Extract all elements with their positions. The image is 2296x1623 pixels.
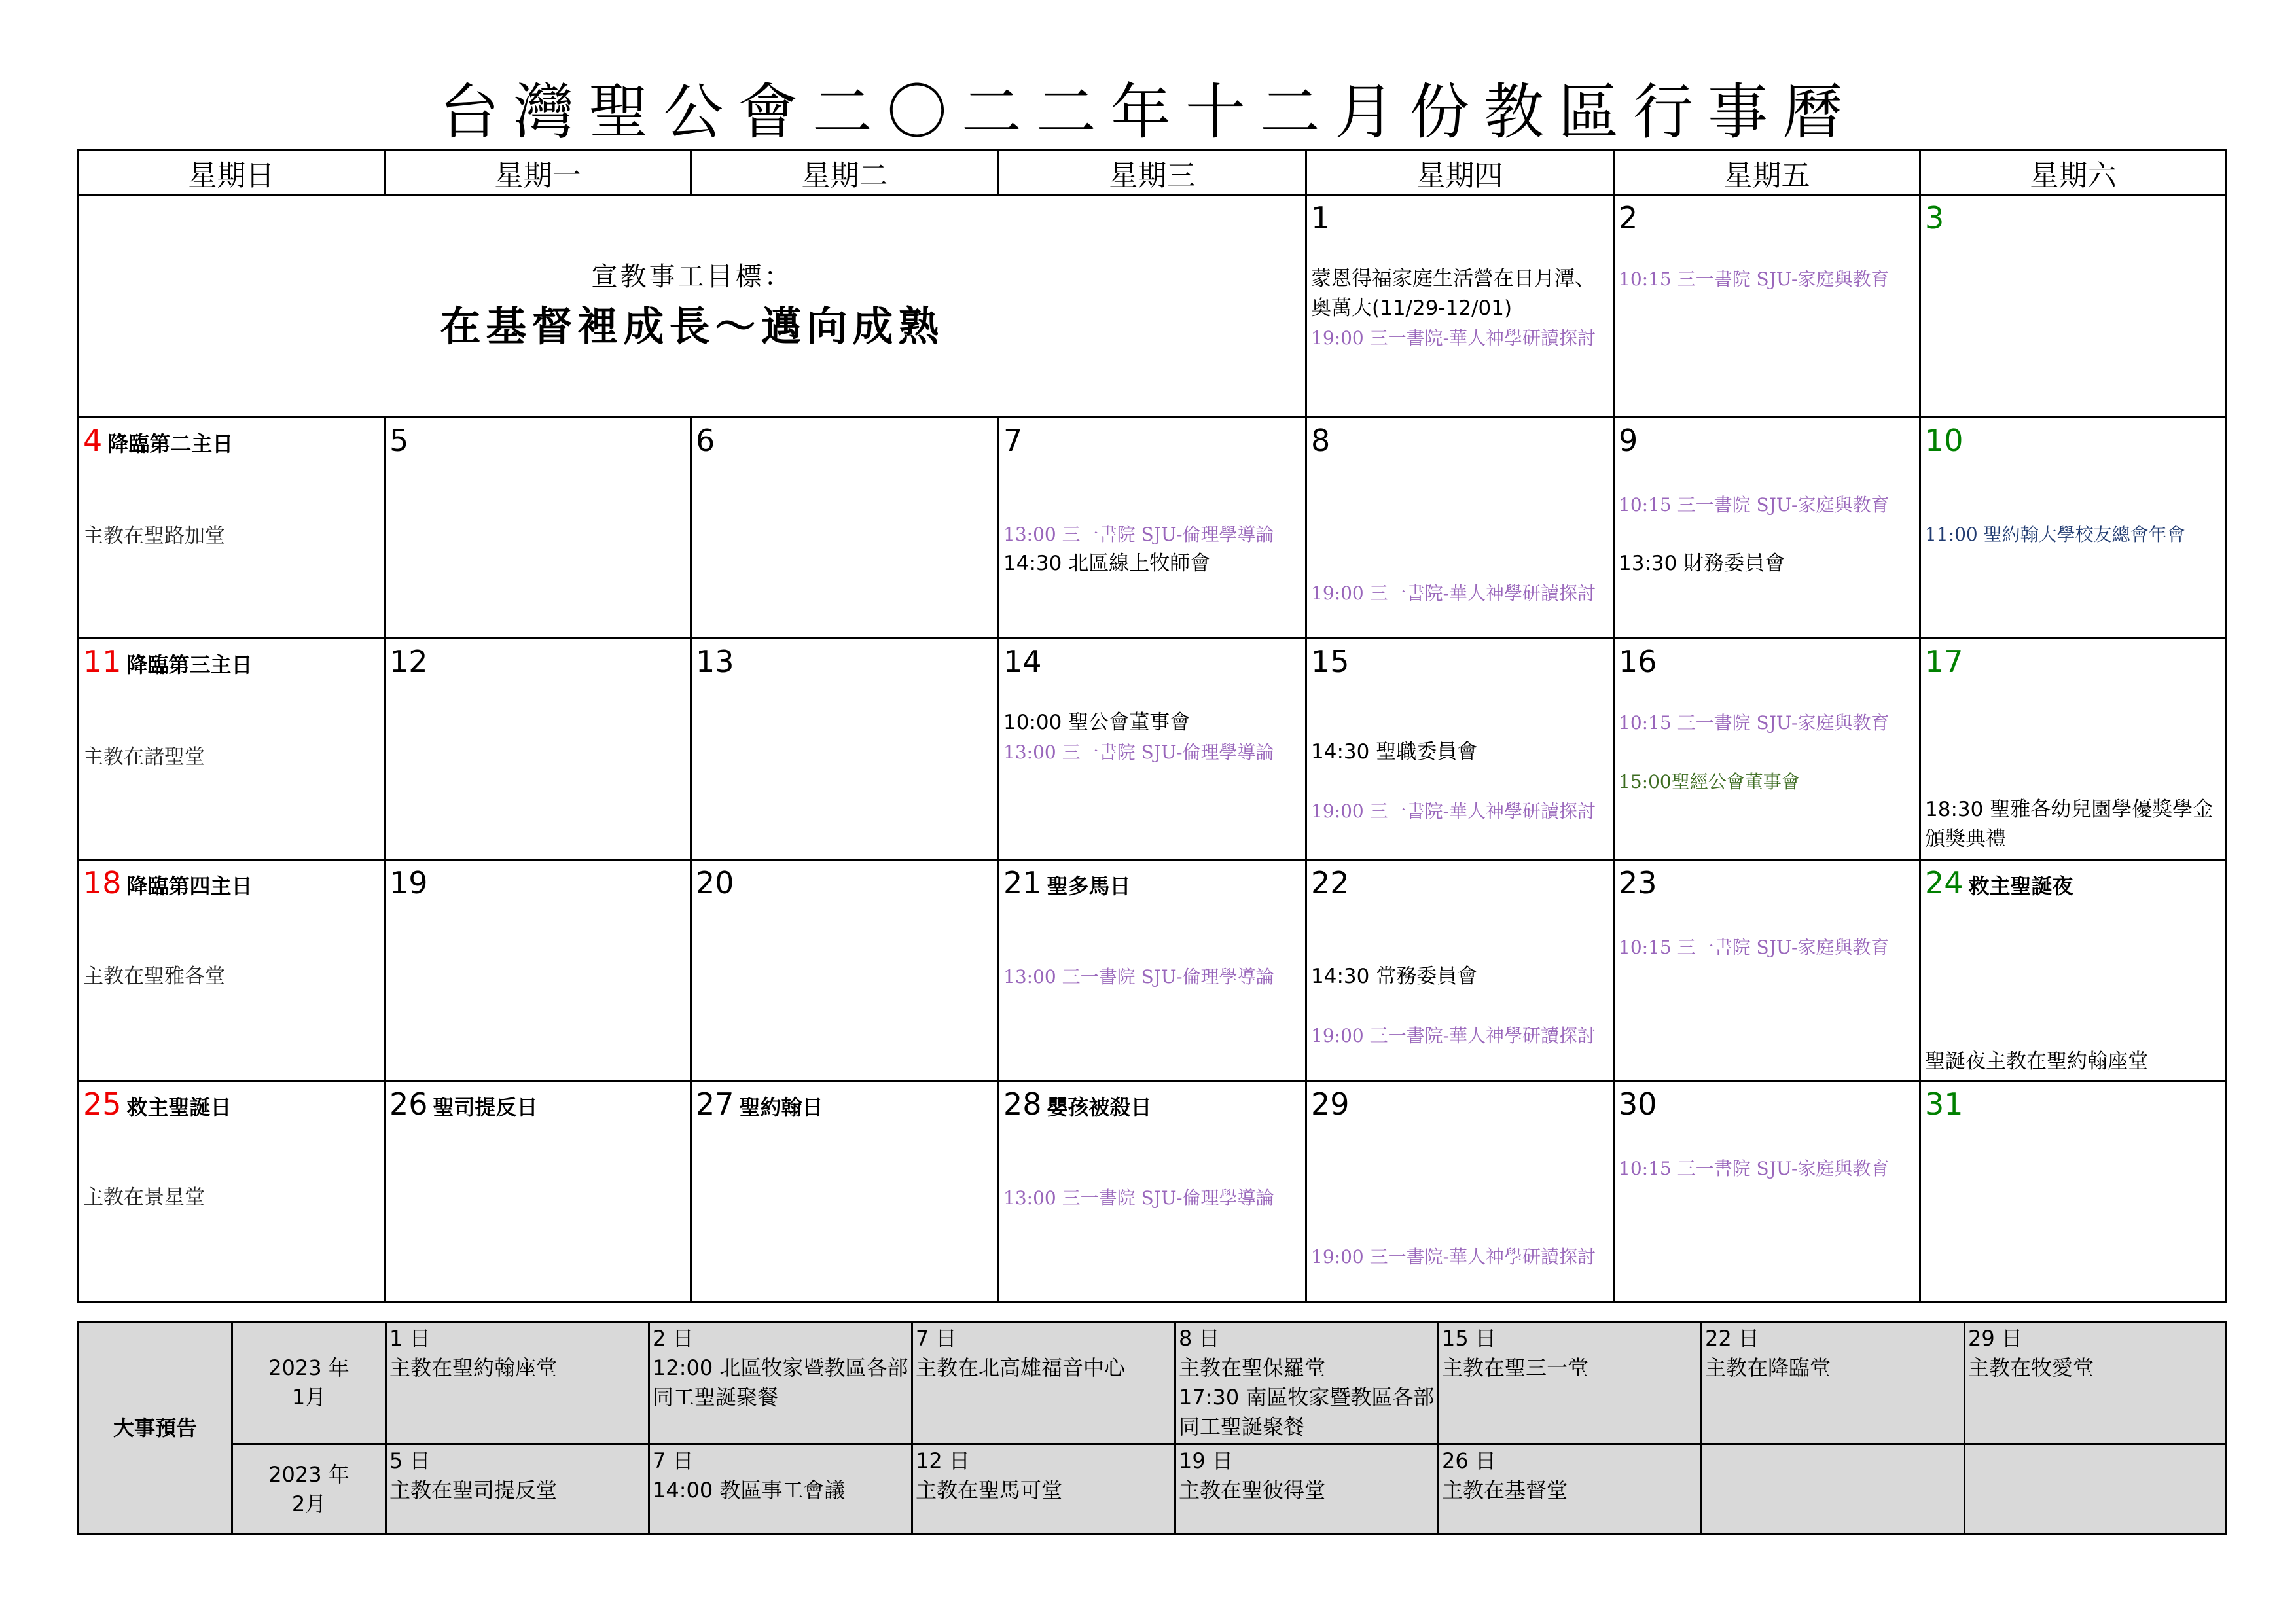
day-cell-18[interactable] xyxy=(79,860,385,1081)
day-number: 4 xyxy=(83,423,103,458)
day-number: 11 xyxy=(83,644,122,679)
preview-item: 12 日 主教在聖馬可堂 xyxy=(912,1444,1175,1535)
day-cell-21[interactable] xyxy=(999,860,1306,1081)
mission-goal-label: 宣教事工目標： xyxy=(591,262,793,292)
event: 11:00 聖約翰大學校友總會年會 xyxy=(1925,524,2185,545)
day-number: 17 xyxy=(1925,644,1964,679)
event: 13:00 三一書院 SJU-倫理學導論 xyxy=(1003,524,1274,545)
day-number: 18 xyxy=(83,865,122,901)
day-number: 14 xyxy=(1003,644,1042,679)
day-cell-9[interactable] xyxy=(1614,418,1920,639)
day-cell-30[interactable] xyxy=(1614,1081,1920,1302)
event: 19:00 三一書院-華人神學研讀探討 xyxy=(1311,1246,1596,1268)
day-number: 5 xyxy=(389,423,409,458)
event: 19:00 三一書院-華人神學研讀探討 xyxy=(1311,582,1596,604)
holiday-label: 聖約翰日 xyxy=(739,1095,823,1120)
preview-month-jan xyxy=(232,1322,386,1444)
day-number: 8 xyxy=(1311,423,1331,458)
preview-item: 7 日 主教在北高雄福音中心 xyxy=(912,1322,1175,1444)
day-cell-19[interactable] xyxy=(385,860,691,1081)
weekday-friday: 星期五 xyxy=(1614,151,1920,195)
week-row-5 xyxy=(79,1081,2227,1302)
day-number: 12 xyxy=(389,644,428,679)
day-cell-27[interactable] xyxy=(691,1081,999,1302)
day-number: 31 xyxy=(1925,1086,1964,1122)
holiday-label: 降臨第二主日 xyxy=(107,431,234,456)
weekday-wednesday: 星期三 xyxy=(999,151,1306,195)
day-cell-24[interactable] xyxy=(1920,860,2227,1081)
day-number: 29 xyxy=(1311,1086,1350,1122)
event: 14:30 聖職委員會 xyxy=(1311,740,1478,764)
page-title: 台灣聖公會二〇二二年十二月份教區行事曆 xyxy=(439,77,1857,147)
day-number: 15 xyxy=(1311,644,1350,679)
week-row-1 xyxy=(79,195,2227,418)
event: 聖誕夜主教在聖約翰座堂 xyxy=(1925,1050,2148,1073)
preview-item: 8 日 主教在聖保羅堂 17:30 南區牧家暨教區各部同工聖誕聚餐 xyxy=(1175,1322,1439,1444)
holiday-label: 救主聖誕日 xyxy=(126,1095,232,1120)
event: 蒙恩得福家庭生活營在日月潭、奧萬大(11/29-12/01) xyxy=(1311,267,1595,320)
day-number: 23 xyxy=(1619,865,1657,901)
day-number: 6 xyxy=(696,423,715,458)
preview-item: 26 日 主教在基督堂 xyxy=(1439,1444,1702,1535)
day-cell-10[interactable] xyxy=(1920,418,2227,639)
day-number: 27 xyxy=(696,1086,734,1122)
preview-item: 7 日 14:00 教區事工會議 xyxy=(649,1444,912,1535)
preview-item: 15 日 主教在聖三一堂 xyxy=(1439,1322,1702,1444)
holiday-label: 聖多馬日 xyxy=(1047,874,1131,899)
event: 10:15 三一書院 SJU-家庭與教育 xyxy=(1619,1158,1890,1179)
day-number: 2 xyxy=(1619,200,1638,236)
calendar-grid xyxy=(77,149,2227,1303)
day-cell-4[interactable] xyxy=(79,418,385,639)
event: 主教在聖雅各堂 xyxy=(83,965,225,988)
holiday-label: 救主聖誕夜 xyxy=(1968,874,2073,899)
preview-item: 19 日 主教在聖彼得堂 xyxy=(1175,1444,1439,1535)
preview-item-empty xyxy=(1965,1444,2227,1535)
day-number: 26 xyxy=(389,1086,428,1122)
event: 10:15 三一書院 SJU-家庭與教育 xyxy=(1619,268,1890,290)
weekday-header-row xyxy=(79,151,2227,195)
day-cell-12[interactable] xyxy=(385,639,691,860)
day-number: 22 xyxy=(1311,865,1350,901)
preview-month: 2月 xyxy=(291,1491,327,1516)
weekday-saturday: 星期六 xyxy=(1920,151,2227,195)
day-number: 1 xyxy=(1311,200,1331,236)
event: 14:30 北區線上牧師會 xyxy=(1003,552,1211,575)
event: 13:00 三一書院 SJU-倫理學導論 xyxy=(1003,1187,1274,1209)
event: 19:00 三一書院-華人神學研讀探討 xyxy=(1311,1025,1596,1046)
day-number: 16 xyxy=(1619,644,1657,679)
day-cell-5[interactable] xyxy=(385,418,691,639)
event: 14:30 常務委員會 xyxy=(1311,965,1478,988)
upcoming-events-table xyxy=(77,1321,2227,1535)
day-cell-17[interactable] xyxy=(1920,639,2227,860)
preview-row-jan xyxy=(79,1322,2227,1444)
day-number: 9 xyxy=(1619,423,1638,458)
week-row-3 xyxy=(79,639,2227,860)
preview-item: 22 日 主教在降臨堂 xyxy=(1702,1322,1965,1444)
preview-label: 大事預告 xyxy=(79,1322,232,1535)
preview-item: 29 日 主教在牧愛堂 xyxy=(1965,1322,2227,1444)
event: 10:15 三一書院 SJU-家庭與教育 xyxy=(1619,712,1890,734)
day-number: 25 xyxy=(83,1086,122,1122)
preview-item: 2 日 12:00 北區牧家暨教區各部同工聖誕聚餐 xyxy=(649,1322,912,1444)
mission-goal-text: 在基督裡成長～邁向成熟 xyxy=(440,302,944,350)
day-cell-11[interactable] xyxy=(79,639,385,860)
day-number: 10 xyxy=(1925,423,1964,458)
event: 18:30 聖雅各幼兒園學優獎學金頒獎典禮 xyxy=(1925,798,2214,851)
day-cell-22[interactable] xyxy=(1306,860,1614,1081)
day-number: 7 xyxy=(1003,423,1023,458)
event: 19:00 三一書院-華人神學研讀探討 xyxy=(1311,800,1596,822)
day-number: 28 xyxy=(1003,1086,1042,1122)
preview-item: 5 日 主教在聖司提反堂 xyxy=(386,1444,649,1535)
holiday-label: 降臨第四主日 xyxy=(126,874,253,899)
preview-year: 2023 年 xyxy=(268,1355,350,1380)
day-cell-3[interactable] xyxy=(1920,195,2227,418)
day-cell-6[interactable] xyxy=(691,418,999,639)
weekday-sunday: 星期日 xyxy=(79,151,385,195)
day-number: 21 xyxy=(1003,865,1042,901)
day-number: 24 xyxy=(1925,865,1964,901)
preview-row-feb xyxy=(79,1444,2227,1535)
holiday-label: 聖司提反日 xyxy=(433,1095,538,1120)
day-cell-16[interactable] xyxy=(1614,639,1920,860)
day-cell-7[interactable] xyxy=(999,418,1306,639)
preview-month: 1月 xyxy=(291,1385,327,1410)
day-number: 3 xyxy=(1925,200,1945,236)
day-cell-8[interactable] xyxy=(1306,418,1614,639)
event: 15:00聖經公會董事會 xyxy=(1619,771,1800,793)
day-cell-25[interactable] xyxy=(79,1081,385,1302)
day-number: 30 xyxy=(1619,1086,1657,1122)
event: 主教在聖路加堂 xyxy=(83,524,225,548)
day-cell-13[interactable] xyxy=(691,639,999,860)
day-cell-1[interactable] xyxy=(1306,195,1614,418)
event: 13:00 三一書院 SJU-倫理學導論 xyxy=(1003,741,1274,763)
holiday-label: 降臨第三主日 xyxy=(126,652,253,677)
week-row-2 xyxy=(79,418,2227,639)
week-row-4 xyxy=(79,860,2227,1081)
day-cell-14[interactable] xyxy=(999,639,1306,860)
event: 19:00 三一書院-華人神學研讀探討 xyxy=(1311,327,1596,349)
preview-month-feb xyxy=(232,1444,386,1535)
event: 10:15 三一書院 SJU-家庭與教育 xyxy=(1619,494,1890,516)
weekday-tuesday: 星期二 xyxy=(691,151,999,195)
weekday-thursday: 星期四 xyxy=(1306,151,1614,195)
day-cell-29[interactable] xyxy=(1306,1081,1614,1302)
event: 13:00 三一書院 SJU-倫理學導論 xyxy=(1003,966,1274,988)
holiday-label: 嬰孩被殺日 xyxy=(1047,1095,1152,1120)
weekday-monday: 星期一 xyxy=(385,151,691,195)
day-cell-23[interactable] xyxy=(1614,860,1920,1081)
event: 主教在諸聖堂 xyxy=(83,745,205,769)
event: 主教在景星堂 xyxy=(83,1186,205,1209)
day-cell-28[interactable] xyxy=(999,1081,1306,1302)
preview-year: 2023 年 xyxy=(268,1461,350,1487)
day-number: 20 xyxy=(696,865,734,901)
day-cell-2[interactable] xyxy=(1614,195,1920,418)
day-cell-31[interactable] xyxy=(1920,1081,2227,1302)
event: 10:15 三一書院 SJU-家庭與教育 xyxy=(1619,936,1890,958)
day-cell-20[interactable] xyxy=(691,860,999,1081)
event: 13:30 財務委員會 xyxy=(1619,552,1785,575)
preview-item-empty xyxy=(1702,1444,1965,1535)
mission-goal-cell xyxy=(79,195,1306,418)
day-cell-15[interactable] xyxy=(1306,639,1614,860)
day-number: 13 xyxy=(696,644,734,679)
day-number: 19 xyxy=(389,865,428,901)
day-cell-26[interactable] xyxy=(385,1081,691,1302)
preview-item: 1 日 主教在聖約翰座堂 xyxy=(386,1322,649,1444)
event: 10:00 聖公會董事會 xyxy=(1003,711,1191,734)
